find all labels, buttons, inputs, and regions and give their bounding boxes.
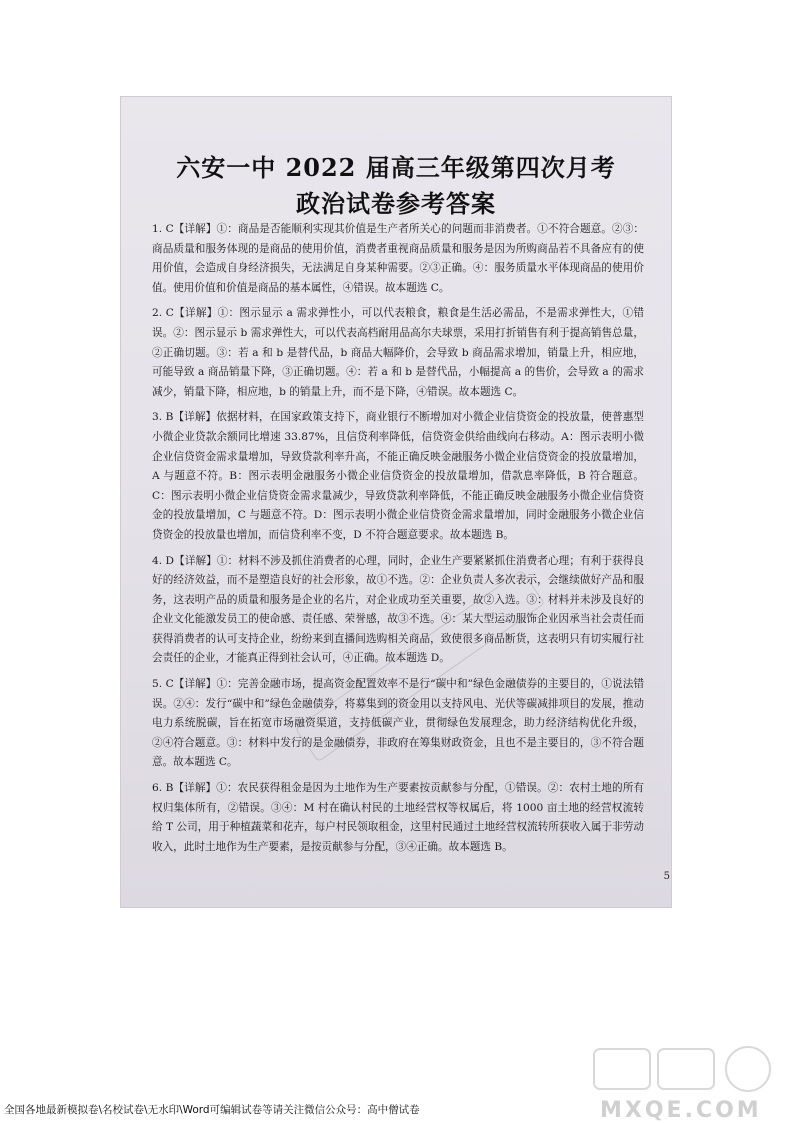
answer-list [152, 220, 644, 863]
document-title: 六安一中 2022 届高三年级第四次月考 [176, 153, 616, 182]
footer-note: 全国各地最新模拟卷\名校试卷\无水印\Word可编辑试卷等请关注微信公众号：高中僧试卷 [4, 1104, 420, 1116]
answer-item: 3. B【详解】依据材料，在国家政策支持下，商业银行不断增加对小微企业信贷资金的投放量，使普惠型小微企业贷款余额同比增速 33.87%，且信贷利率降低，信贷资金供给曲线向右移动。A：图示表明小微企业信贷资金需求量增加，导致贷款利率升高，不能正确反映金融服务小微企业信贷资金的投放量增加，A 与题意不符。B：图示表明金融服务小微企业信贷资金的投放量增加，借款息率降低，B 符合题意。C：图示表明小微企业信贷资金需求量减少，导致贷款利率降低，不能正确反映金融服务小微企业信贷资金的投放量增加，C 与题意不符。D：图示表明小微企业信贷资金需求量增加，同时金融服务小微企业信贷资金的投放量也增加，而信贷利率不变，D 不符合题意要求。故本题选 B。 [152, 411, 644, 541]
page-number: 5 [663, 871, 670, 882]
exam-answer-photo [120, 96, 672, 908]
answer-item: 5. C【详解】①：完善金融市场，提高资金配置效率不是行“碳中和”绿色金融债券的主要目的，①说法错误。②④：发行“碳中和”绿色金融债券，将募集到的资金用以支持风电、光伏等碳减排项目的发展，推动电力系统脱碳，旨在拓宽市场融资渠道，支持低碳产业，贯彻绿色发展理念，助力经济结构优化升级，②④符合题意。③：材料中发行的是金融债券，非政府在筹集财政资金，且也不是主要目的，③不符合题意。故本题选 C。 [152, 678, 644, 769]
answer-item: 1. C【详解】①：商品是否能顺利实现其价值是生产者所关心的问题而非消费者。①不符合题意。②③：商品质量和服务体现的是商品的使用价值，消费者重视商品质量和服务是因为所购商品若不具备应有的使用价值，会造成自身经济损失，无法满足自身某种需要。②③正确。④：服务质量水平体现商品的使用价值。使用价值和价值是商品的基本属性，④错误。故本题选 C。 [152, 223, 644, 294]
answer-item: 2. C【详解】①：图示显示 a 需求弹性小，可以代表粮食，粮食是生活必需品，不是需求弹性大，①错误。②：图示显示 b 需求弹性大，可以代表高档耐用品高尔夫球票，采用打折销售有利于提高销售总量，②正确切题。③：若 a 和 b 是替代品，b 商品大幅降价，会导致 b 商品需求增加，销量上升，相应地，可能导致 a 商品销量下降，③正确切题。④：若 a 和 b 是替代品，小幅提高 a 的售价，会导致 a 的需求减少，销量下降，相应地，b 的销量上升，而不是下降，④错误。故本题选 C。 [152, 307, 644, 398]
document-subtitle: 政治试卷参考答案 [296, 189, 496, 218]
svg-text:MXQE.COM: MXQE.COM [600, 1098, 762, 1123]
answer-item: 4. D【详解】①：材料不涉及抓住消费者的心理，同时，企业生产要紧紧抓住消费者心理；有利于获得良好的经济效益，而不是塑造良好的社会形象，故①不选。②：企业负责人多次表示，会继续做好产品和服务，这表明产品的质量和服务是企业的名片，对企业成功至关重要，故②入选。③：材料并未涉及良好的企业文化能激发员工的使命感、责任感、荣誉感，故③不选。④：某大型运动服饰企业因承当社会责任而获得消费者的认可支持企业，纷纷来到直播间选购相关商品，致使很多商品断货，这表明只有切实履行社会责任的企业，才能真正得到社会认可，④正确。故本题选 D。 [152, 554, 644, 665]
answer-item: 6. B【详解】①：农民获得租金是因为土地作为生产要素按贡献参与分配，①错误。②：农村土地的所有权归集体所有，②错误。③④：M 村在确认村民的土地经营权等权属后，将 1000 亩土地的经营权流转给 T 公司，用于种植蔬菜和花卉，每户村民领取租金，这里村民通过土地经营权流转所获收入属于非劳动收入，此时土地作为生产要素，是按贡献参与分配，③④正确。故本题选 B。 [152, 782, 644, 853]
site-logo [588, 1043, 788, 1123]
